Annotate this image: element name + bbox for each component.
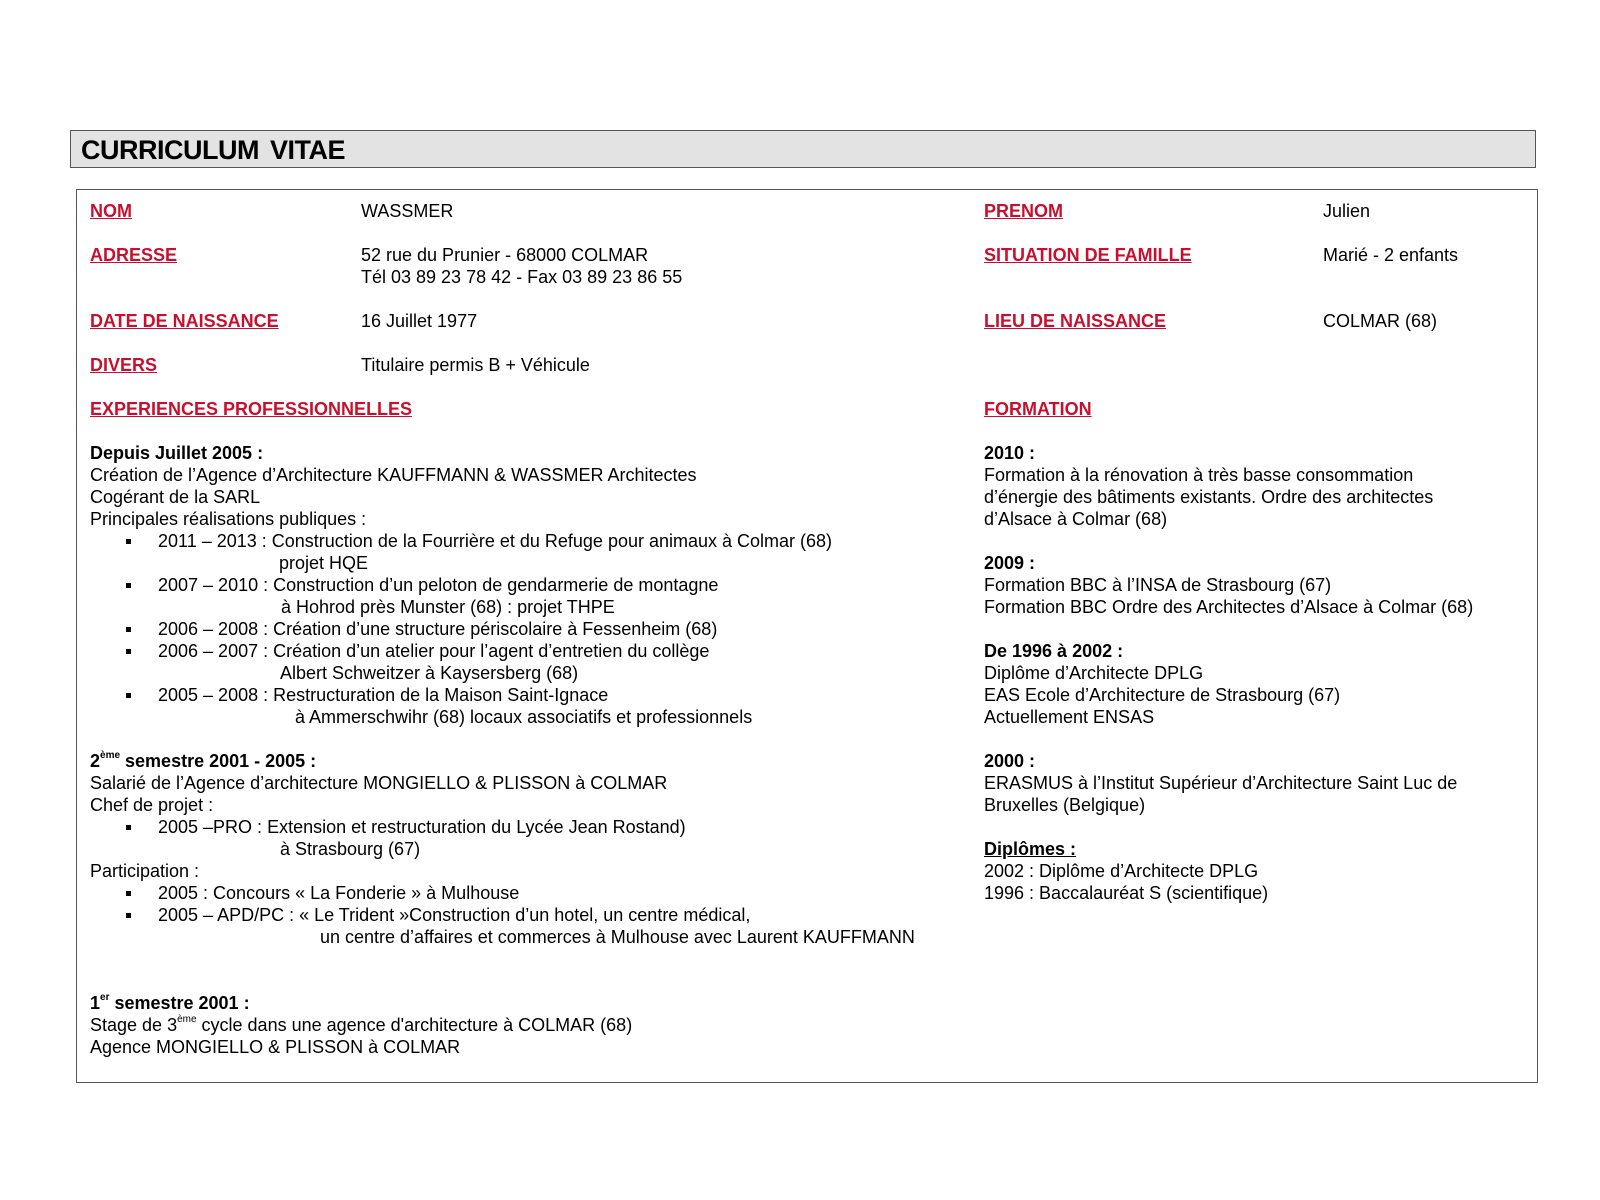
naissance-label: DATE DE NAISSANCE [90,311,279,331]
exp1-line: Création de l’Agence d’Architecture KAUFFMANN & WASSMER Architectes [90,465,697,485]
diplome-line: 2002 : Diplôme d’Architecte DPLG [984,861,1259,881]
diplome-line: 1996 : Baccalauréat S (scientifique) [984,883,1269,903]
bullet-icon [126,627,131,632]
list-item [126,816,686,838]
exp2-line: Chef de projet : [90,795,214,815]
bullet-icon [126,583,131,588]
formation-line: Formation BBC à l’INSA de Strasbourg (67) [984,575,1332,595]
naissance-value: 16 Juillet 1977 [361,311,478,331]
list-item-text: 2006 – 2008 : Création d’une structure périscolaire à Fessenheim (68) [158,619,718,639]
list-item-continuation: à Strasbourg (67) [280,839,421,859]
exp2-line: Participation : [90,861,200,881]
page-title: CURRICULUM VITAE [81,135,345,165]
nom-value: WASSMER [361,201,454,221]
divers-value: Titulaire permis B + Véhicule [361,355,590,375]
formation-line: d’énergie des bâtiments existants. Ordre des architectes [984,487,1434,507]
list-item-text: 2011 – 2013 : Construction de la Fourrière et du Refuge pour animaux à Colmar (68) [158,531,833,551]
formation-line: Formation à la rénovation à très basse consommation [984,465,1414,485]
list-item-continuation: à Ammerschwihr (68) locaux associatifs et professionnels [295,707,753,727]
list-item [126,574,718,596]
list-item [126,684,608,706]
formation-year: 2009 : [984,553,1036,573]
list-item-text: 2005 : Concours « La Fonderie » à Mulhouse [158,883,520,903]
formation-line: Diplôme d’Architecte DPLG [984,663,1204,683]
list-item-text: 2005 – 2008 : Restructuration de la Maison Saint-Ignace [158,685,609,705]
exp1-line: Cogérant de la SARL [90,487,261,507]
list-item-continuation: Albert Schweitzer à Kaysersberg (68) [280,663,579,683]
famille-value: Marié - 2 enfants [1323,245,1459,265]
title-bar [70,130,1536,168]
famille-label: SITUATION DE FAMILLE [984,245,1192,265]
adresse-line2: Tél 03 89 23 78 42 - Fax 03 89 23 86 55 [361,267,683,287]
diplomes-heading: Diplômes : [984,839,1077,859]
adresse-line1: 52 rue du Prunier - 68000 COLMAR [361,245,649,265]
list-item-continuation: à Hohrod près Munster (68) : projet THPE [281,597,615,617]
list-item [126,904,750,926]
list-item [126,530,832,552]
bullet-icon [126,913,131,918]
bullet-icon [126,825,131,830]
formation-year: 2010 : [984,443,1036,463]
exp1-line: Principales réalisations publiques : [90,509,367,529]
exp2-line: Salarié de l’Agence d’architecture MONGIELLO & PLISSON à COLMAR [90,773,668,793]
formation-line: Formation BBC Ordre des Architectes d’Alsace à Colmar (68) [984,597,1474,617]
bullet-icon [126,891,131,896]
formation-heading: FORMATION [984,399,1092,419]
list-item-text: 2007 – 2010 : Construction d’un peloton de gendarmerie de montagne [158,575,719,595]
list-item [126,882,519,904]
exp3-line: Stage de 3ème cycle dans une agence d'architecture à COLMAR (68) [90,1014,633,1035]
bullet-icon [126,693,131,698]
bullet-icon [126,539,131,544]
list-item-continuation: projet HQE [279,553,369,573]
adresse-label: ADRESSE [90,245,178,265]
formation-line: EAS Ecole d’Architecture de Strasbourg (67) [984,685,1341,705]
formation-line: ERASMUS à l’Institut Supérieur d’Architecture Saint Luc de [984,773,1458,793]
lieu-value: COLMAR (68) [1323,311,1438,331]
list-item [126,618,717,640]
list-item-continuation: un centre d’affaires et commerces à Mulhouse avec Laurent KAUFFMANN [320,927,915,947]
divers-label: DIVERS [90,355,158,375]
bullet-icon [126,649,131,654]
formation-year: 2000 : [984,751,1036,771]
list-item [126,640,709,662]
experiences-heading: EXPERIENCES PROFESSIONNELLES [90,399,413,419]
formation-line: Actuellement ENSAS [984,707,1155,727]
exp3-period: 1er semestre 2001 : [90,992,250,1013]
formation-year: De 1996 à 2002 : [984,641,1124,661]
exp3-line: Agence MONGIELLO & PLISSON à COLMAR [90,1037,461,1057]
prenom-label: PRENOM [984,201,1064,221]
prenom-value: Julien [1323,201,1371,221]
list-item-text: 2005 – APD/PC : « Le Trident »Construction d’un hotel, un centre médical, [158,905,751,925]
formation-line: Bruxelles (Belgique) [984,795,1146,815]
list-item-text: 2005 –PRO : Extension et restructuration du Lycée Jean Rostand) [158,817,686,837]
nom-label: NOM [90,201,132,221]
list-item-text: 2006 – 2007 : Création d’un atelier pour l’agent d’entretien du collège [158,641,710,661]
exp1-period: Depuis Juillet 2005 : [90,443,264,463]
formation-line: d’Alsace à Colmar (68) [984,509,1168,529]
exp2-period: 2ème semestre 2001 - 2005 : [90,750,317,771]
lieu-label: LIEU DE NAISSANCE [984,311,1167,331]
